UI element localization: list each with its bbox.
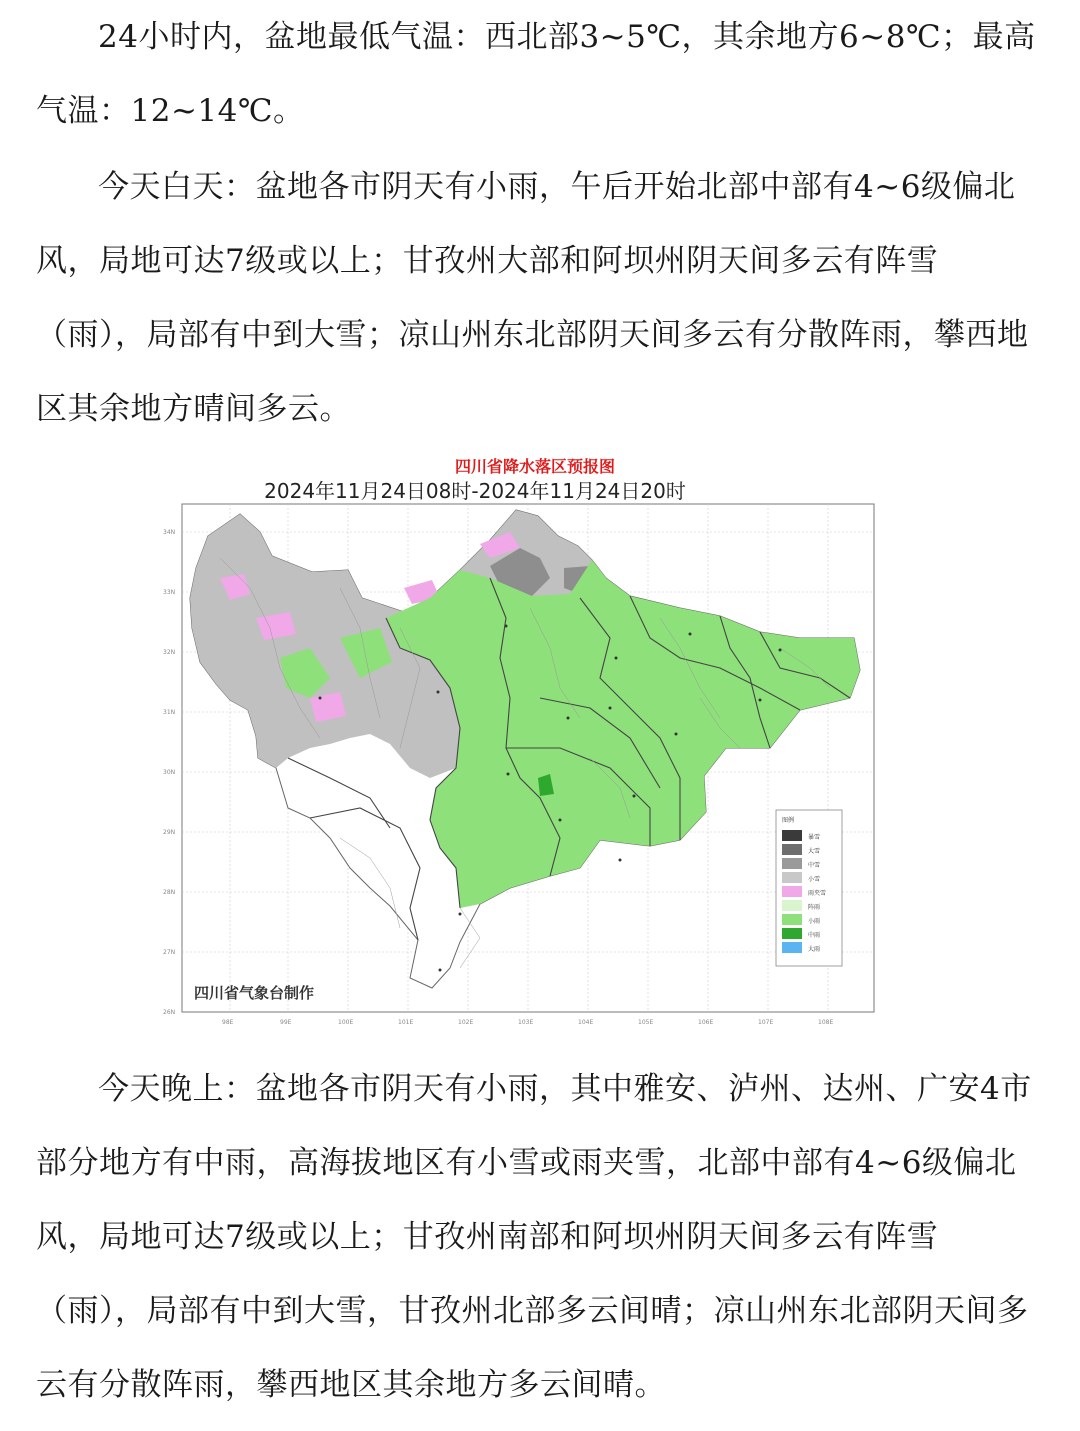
lon-tick: 104E [578, 1019, 594, 1026]
paragraph-evening-forecast: 今天晚上：盆地各市阴天有小雨，其中雅安、泸州、达州、广安4市部分地方有中雨，高海拔地区有小雪或雨夹雪，北部中部有4~6级偏北风，局地可达7级或以上；甘孜州南部和阿坝州阴天间多云有阵雪（雨），局部有中到大雪，甘孜州北部多云间晴；凉山州东北部阴天间多云有分散阵雨，攀西地区其余地方多云间晴。 [36, 1071, 1032, 1403]
map-subtitle: 2024年11月24日08时-2024年11月24日20时 [264, 479, 686, 503]
lat-tick: 30N [163, 769, 176, 776]
lon-tick-labels [222, 1019, 833, 1026]
map-credit: 四川省气象台制作 [194, 984, 315, 1002]
legend-swatch-heavy-snow [782, 830, 802, 841]
lon-tick: 108E [818, 1019, 834, 1026]
lat-tick: 28N [163, 889, 176, 896]
lon-tick: 98E [222, 1019, 234, 1026]
lon-tick: 101E [398, 1019, 414, 1026]
lon-tick: 102E [458, 1019, 474, 1026]
legend-swatch-heavy-rain [782, 942, 802, 953]
legend-swatch-light-rain [782, 914, 802, 925]
lat-tick: 26N [163, 1009, 176, 1016]
map-legend [776, 810, 842, 966]
lon-tick: 107E [758, 1019, 774, 1026]
map-title: 四川省降水落区预报图 [454, 457, 616, 476]
legend-label: 大雨 [808, 946, 821, 953]
lon-tick: 106E [698, 1019, 714, 1026]
lon-tick: 100E [338, 1019, 354, 1026]
lat-tick: 29N [163, 829, 176, 836]
lat-tick: 34N [163, 529, 176, 536]
legend-swatch-moderate-rain [782, 928, 802, 939]
lat-tick: 32N [163, 649, 176, 656]
legend-label: 小雪 [808, 876, 821, 883]
paragraph-temperature: 24小时内，盆地最低气温：西北部3~5℃，其余地方6~8℃；最高气温：12~14℃。 [36, 19, 1036, 129]
legend-label: 雨夹雪 [808, 890, 827, 897]
legend-label: 暴雪 [808, 834, 821, 841]
lat-tick-labels [163, 529, 175, 1016]
legend-swatch-light-snow [782, 872, 802, 883]
legend-title: 图例 [782, 817, 795, 824]
precipitation-forecast-map [160, 448, 880, 1028]
legend-swatch-shower [782, 900, 802, 911]
lat-tick: 27N [163, 949, 176, 956]
legend-swatch-sleet [782, 886, 802, 897]
lon-tick: 103E [518, 1019, 534, 1026]
lat-tick: 31N [163, 709, 176, 716]
lat-tick: 33N [163, 589, 176, 596]
legend-swatch-moderate-snow [782, 858, 802, 869]
legend-label: 中雪 [808, 862, 821, 869]
legend-label: 小雨 [808, 918, 821, 925]
legend-label: 中雨 [808, 932, 821, 939]
legend-label: 阵雨 [808, 904, 821, 911]
lon-tick: 99E [280, 1019, 292, 1026]
lon-tick: 105E [638, 1019, 654, 1026]
legend-label: 大雪 [808, 848, 821, 855]
paragraph-daytime-forecast: 今天白天：盆地各市阴天有小雨，午后开始北部中部有4~6级偏北风，局地可达7级或以上；甘孜州大部和阿坝州阴天间多云有阵雪（雨），局部有中到大雪；凉山州东北部阴天间多云有分散阵雨，攀西地区其余地方晴间多云。 [36, 169, 1029, 427]
legend-swatch-big-snow [782, 844, 802, 855]
